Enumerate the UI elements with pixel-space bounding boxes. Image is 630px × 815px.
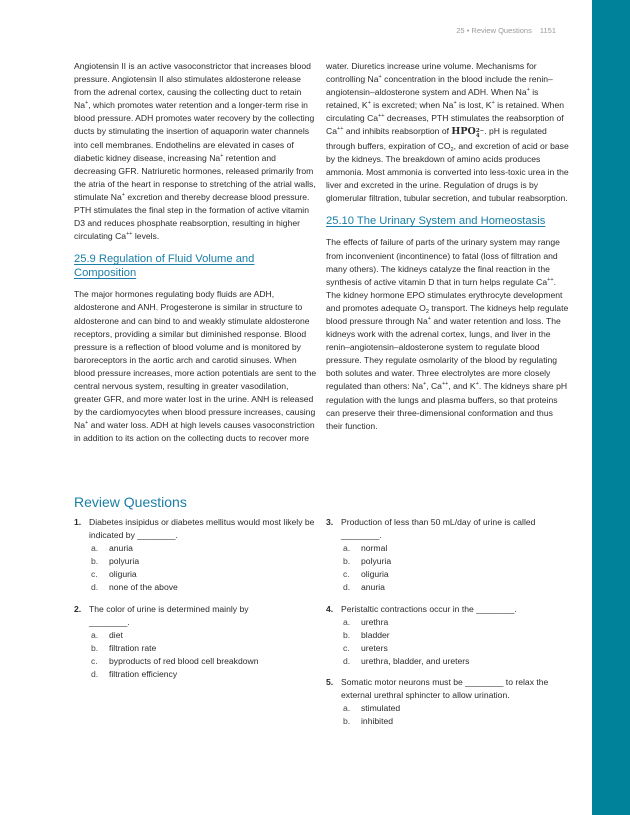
answer-option: c. oliguria — [91, 569, 137, 580]
question-text: Production of less than 50 mL/day of urine is called ________. — [341, 517, 536, 541]
question-number: 5. — [326, 677, 334, 688]
question-text: The color of urine is determined mainly by ________. — [89, 603, 249, 627]
question-text: Peristaltic contractions occur in the ________. — [341, 603, 517, 614]
question — [74, 603, 324, 682]
answer-option: b. filtration rate — [91, 642, 157, 653]
question-number: 4. — [326, 603, 334, 614]
chapter-side-bar — [592, 0, 630, 815]
answer-option: c. oliguria — [343, 569, 389, 580]
question — [326, 516, 576, 595]
answer-option: b. polyuria — [343, 556, 392, 567]
question-number: 1. — [74, 517, 82, 527]
answer-option: c. ureters — [343, 642, 388, 653]
answer-option: b. polyuria — [91, 556, 140, 567]
summary-paragraph: The major hormones regulating body fluids are ADH, aldosterone and ANH. Progesterone is similar in structure to aldosterone and can bind to and weakly stimulate aldosterone receptors, providing a similar but diminished response. Blood pressure is a reflection of blood volume and is monitored by baroreceptors in the aortic arch and carotid sinuses. When blood pressure increases, more action potentials are sent to the central nervous system, resulting in greater vasodilation, greater GFR, and more water lost in the urine. ANH is released by the cardiomyocytes when blood pressure increases, causing Na+ and water loss. ADH at high levels causes vasoconstriction in addition to its action on the collecting ducts to recover more — [74, 289, 317, 444]
answer-option: d. urethra, bladder, and ureters — [343, 655, 470, 666]
answer-option: b. bladder — [343, 629, 390, 640]
question — [74, 516, 324, 595]
section-25-9-link[interactable]: 25.9 Regulation of Fluid Volume and Composition — [74, 253, 255, 280]
section-25-10-link[interactable]: 25.10 The Urinary System and Homeostasis — [326, 215, 546, 228]
right-column — [326, 60, 570, 433]
running-head — [456, 26, 556, 35]
review-questions-heading: Review Questions — [74, 494, 187, 510]
phosphate-formula: HPO2− 4 — [451, 126, 485, 140]
summary-paragraph: The effects of failure of parts of the urinary system may range from inconvenient (incontinence) to fatal (loss of filtration and many others). The kidneys catalyze the final reaction in the synthesis of active vitamin D that in turn helps regulate Ca++. The kidney hormone EPO stimulates erythrocyte development and promotes adequate $O_2$ transport. The kidneys help regulate blood pressure through Na+ and water retention and loss. The kidneys work with the adrenal cortex, lungs, and liver in the renin–angiotensin–aldosterone system to regulate blood pressure. They regulate osmolarity of the blood by regulating both solutes and water. Three electrolytes are more closely regulated than others: Na+, Ca++, and K+. The kidneys share pH regulation with the lungs and plasma buffers, so that proteins can preserve their three-dimensional conformation and thus their function. — [326, 237, 569, 431]
questions-right-column — [326, 516, 576, 736]
question-text: Diabetes insipidus or diabetes mellitus would most likely be indicated by ________. — [89, 517, 315, 541]
answer-option: a. normal — [343, 543, 388, 554]
question-text: Somatic motor neurons must be ________ to relax the external urethral sphincter to allow urination. — [341, 677, 549, 701]
answer-option: d. anuria — [343, 582, 385, 593]
question — [326, 676, 576, 728]
answer-option: a. anuria — [91, 543, 133, 554]
answer-option: a. diet — [91, 629, 123, 640]
question-number: 2. — [74, 603, 82, 614]
answer-option: d. none of the above — [91, 582, 178, 593]
answer-option: a. stimulated — [343, 703, 401, 714]
answer-option: d. filtration efficiency — [91, 669, 178, 680]
chapter-label: 25 • Review Questions — [456, 26, 532, 35]
summary-paragraph: water. Diuretics increase urine volume. Mechanisms for controlling Na+ concentration in the blood include the renin–angiotensin–aldosterone system and ADH. When Na+ is retained, K+ is excreted; when Na+ is lost, K+ is retained. When circulating Ca++ decreases, PTH stimulates the reabsorption of Ca++ and inhibits reabsorption of HPO2− 4 . pH is regulated through buffers, expiration of $CO_2$, and excretion of acid or base by the kidneys. The breakdown of amino acids produces ammonia. Most ammonia is converted into less-toxic urea in the liver and excreted in the urine. Regulation of drugs is by glomerular filtration, tubular secretion, and tubular reabsorption. — [326, 61, 569, 204]
questions-left-column — [74, 516, 324, 689]
answer-option: a. urethra — [343, 616, 389, 627]
question-number: 3. — [326, 517, 334, 527]
answer-option: b. inhibited — [343, 716, 394, 727]
answer-option: c. byproducts of red blood cell breakdown — [91, 655, 259, 666]
summary-paragraph: Angiotensin II is an active vasoconstrictor that increases blood pressure. Angiotensin II also stimulates aldosterone release from the adrenal cortex, causing the collecting duct to retain Na+, which promotes water retention and a longer-term rise in blood pressure. ADH promotes water recovery by the collecting ducts by stimulating the insertion of aquaporin water channels into cell membranes. Endothelins are elevated in cases of diabetic kidney disease, increasing Na+ retention and decreasing GFR. Natriuretic hormones, released primarily from the atria of the heart in response to stretching of the atrial walls, stimulate Na+ excretion and thereby decrease blood pressure. PTH stimulates the final step in the formation of active vitamin D3 and reduces phosphate reabsorption, resulting in higher circulating Ca++ levels. — [74, 61, 316, 242]
question — [326, 603, 576, 668]
left-column — [74, 60, 318, 445]
page-number: 1151 — [539, 26, 556, 35]
